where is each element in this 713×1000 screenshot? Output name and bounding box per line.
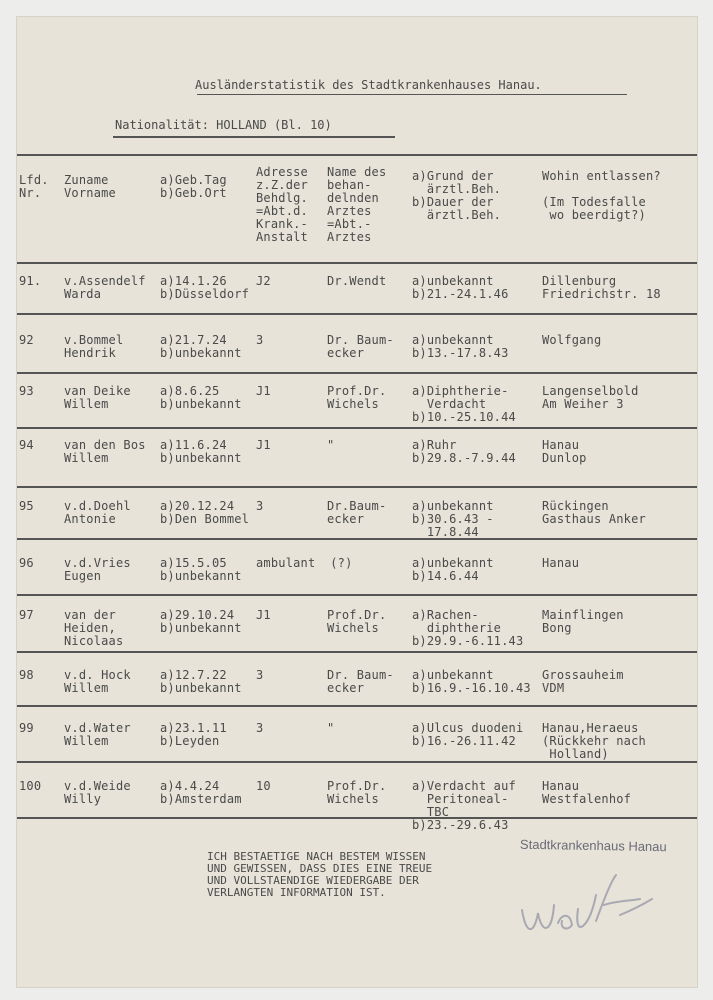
row-name: van Deike Willem (64, 384, 131, 411)
nationality-underline (113, 136, 395, 138)
row-doctor: " (327, 721, 335, 735)
header-dept: Adresse z.Z.der Behdlg. =Abt.d. Krank.- Anstalt (256, 165, 308, 244)
row-birth: a)8.6.25 b)unbekannt (160, 384, 242, 411)
row-nr: 96 (19, 556, 34, 570)
row-dept: J1 (256, 438, 271, 452)
row-nr: 100 (19, 779, 42, 793)
row-birth: a)29.10.24 b)unbekannt (160, 608, 242, 635)
row-dept: J1 (256, 384, 271, 398)
row-discharge: Langenselbold Am Weiher 3 (542, 384, 639, 411)
row-name: v.d.Weide Willy (64, 779, 131, 806)
row-reason: a)unbekannt b)21.-24.1.46 (412, 274, 509, 301)
row-separator (17, 594, 697, 596)
row-birth: a)15.5.05 b)unbekannt (160, 556, 242, 583)
row-dept: 3 (256, 499, 264, 513)
row-discharge: Hanau Dunlop (542, 438, 587, 465)
row-nr: 99 (19, 721, 34, 735)
row-birth: a)23.1.11 b)Leyden (160, 721, 227, 748)
row-nr: 92 (19, 333, 34, 347)
row-separator (17, 427, 697, 429)
table-top-rule (17, 154, 697, 156)
row-doctor: Dr. Baum- ecker (327, 333, 394, 360)
row-dept: ambulant (?) (256, 556, 353, 570)
row-name: v.d. Hock Willem (64, 668, 131, 695)
certification-text: ICH BESTAETIGE NACH BESTEM WISSEN UND GEWISSEN, DASS DIES EINE TREUE UND VOLLSTAENDIGE WIEDERGABE DER VERLANGTEN INFORMATION IST. (207, 850, 433, 899)
row-name: van den Bos Willem (64, 438, 146, 465)
page-title: Ausländerstatistik des Stadtkrankenhauses Hanau. (195, 78, 542, 92)
row-nr: 94 (19, 438, 34, 452)
header-nr: Lfd. Nr. (19, 173, 49, 200)
row-birth: a)20.12.24 b)Den Bommel (160, 499, 250, 526)
row-dept: 3 (256, 668, 264, 682)
hospital-stamp: Stadtkrankenhaus Hanau (519, 836, 667, 855)
row-reason: a)Ulcus duodeni b)16.-26.11.42 (412, 721, 524, 748)
header-birth: a)Geb.Tag b)Geb.Ort (160, 173, 227, 200)
row-discharge: Wolfgang (542, 333, 602, 347)
row-separator (17, 761, 697, 763)
header-discharge: Wohin entlassen? (Im Todesfalle wo beerdigt?) (542, 169, 661, 222)
nationality-line: Nationalität: HOLLAND (Bl. 10) (115, 118, 332, 132)
header-name: Zuname Vorname (64, 173, 116, 200)
row-separator (17, 372, 697, 374)
row-separator (17, 313, 697, 315)
row-reason: a)Verdacht auf Peritoneal- TBC b)23.-29.6.43 (412, 779, 516, 832)
row-name: v.d.Water Willem (64, 721, 131, 748)
row-dept: 3 (256, 333, 264, 347)
row-name: v.Assendelf Warda (64, 274, 146, 301)
row-discharge: Hanau Westfalenhof (542, 779, 632, 806)
row-doctor: Dr. Baum- ecker (327, 668, 394, 695)
title-underline (197, 94, 627, 95)
row-reason: a)Ruhr b)29.8.-7.9.44 (412, 438, 516, 465)
row-birth: a)11.6.24 b)unbekannt (160, 438, 242, 465)
document-sheet (17, 17, 697, 987)
row-birth: a)4.4.24 b)Amsterdam (160, 779, 242, 806)
row-doctor: Prof.Dr. Wichels (327, 384, 387, 411)
row-nr: 91. (19, 274, 42, 288)
row-discharge: Dillenburg Friedrichstr. 18 (542, 274, 661, 301)
row-discharge: Hanau (542, 556, 580, 570)
row-separator (17, 705, 697, 707)
row-discharge: Hanau,Heraeus (Rückkehr nach Holland) (542, 721, 646, 761)
row-reason: a)Diphtherie- Verdacht b)10.-25.10.44 (412, 384, 516, 424)
row-dept: 3 (256, 721, 264, 735)
row-name: v.d.Vries Eugen (64, 556, 131, 583)
row-reason: a)unbekannt b)16.9.-16.10.43 (412, 668, 531, 695)
row-reason: a)unbekannt b)13.-17.8.43 (412, 333, 509, 360)
row-separator (17, 262, 697, 264)
row-doctor: Dr.Wendt (327, 274, 387, 288)
row-doctor: Prof.Dr. Wichels (327, 779, 387, 806)
row-discharge: Mainflingen Bong (542, 608, 624, 635)
row-dept: J1 (256, 608, 271, 622)
row-nr: 97 (19, 608, 34, 622)
row-name: v.d.Doehl Antonie (64, 499, 131, 526)
row-reason: a)unbekannt b)30.6.43 - 17.8.44 (412, 499, 494, 539)
row-separator (17, 538, 697, 540)
signature (512, 865, 682, 945)
row-doctor: Prof.Dr. Wichels (327, 608, 387, 635)
row-dept: J2 (256, 274, 271, 288)
row-reason: a)unbekannt b)14.6.44 (412, 556, 494, 583)
row-birth: a)12.7.22 b)unbekannt (160, 668, 242, 695)
row-discharge: Rückingen Gasthaus Anker (542, 499, 646, 526)
row-birth: a)14.1.26 b)Düsseldorf (160, 274, 250, 301)
header-doctor: Name des behan- delnden Arztes =Abt.- Arztes (327, 165, 387, 244)
row-separator (17, 817, 697, 819)
row-name: van der Heiden, Nicolaas (64, 608, 124, 648)
header-reason: a)Grund der ärztl.Beh. b)Dauer der ärztl.Beh. (412, 169, 502, 222)
row-discharge: Grossauheim VDM (542, 668, 624, 695)
row-doctor: " (327, 438, 335, 452)
row-separator (17, 651, 697, 653)
row-nr: 93 (19, 384, 34, 398)
row-birth: a)21.7.24 b)unbekannt (160, 333, 242, 360)
row-name: v.Bommel Hendrik (64, 333, 124, 360)
row-separator (17, 486, 697, 488)
row-nr: 95 (19, 499, 34, 513)
row-doctor: Dr.Baum- ecker (327, 499, 387, 526)
row-dept: 10 (256, 779, 271, 793)
row-reason: a)Rachen- diphtherie b)29.9.-6.11.43 (412, 608, 524, 648)
row-nr: 98 (19, 668, 34, 682)
